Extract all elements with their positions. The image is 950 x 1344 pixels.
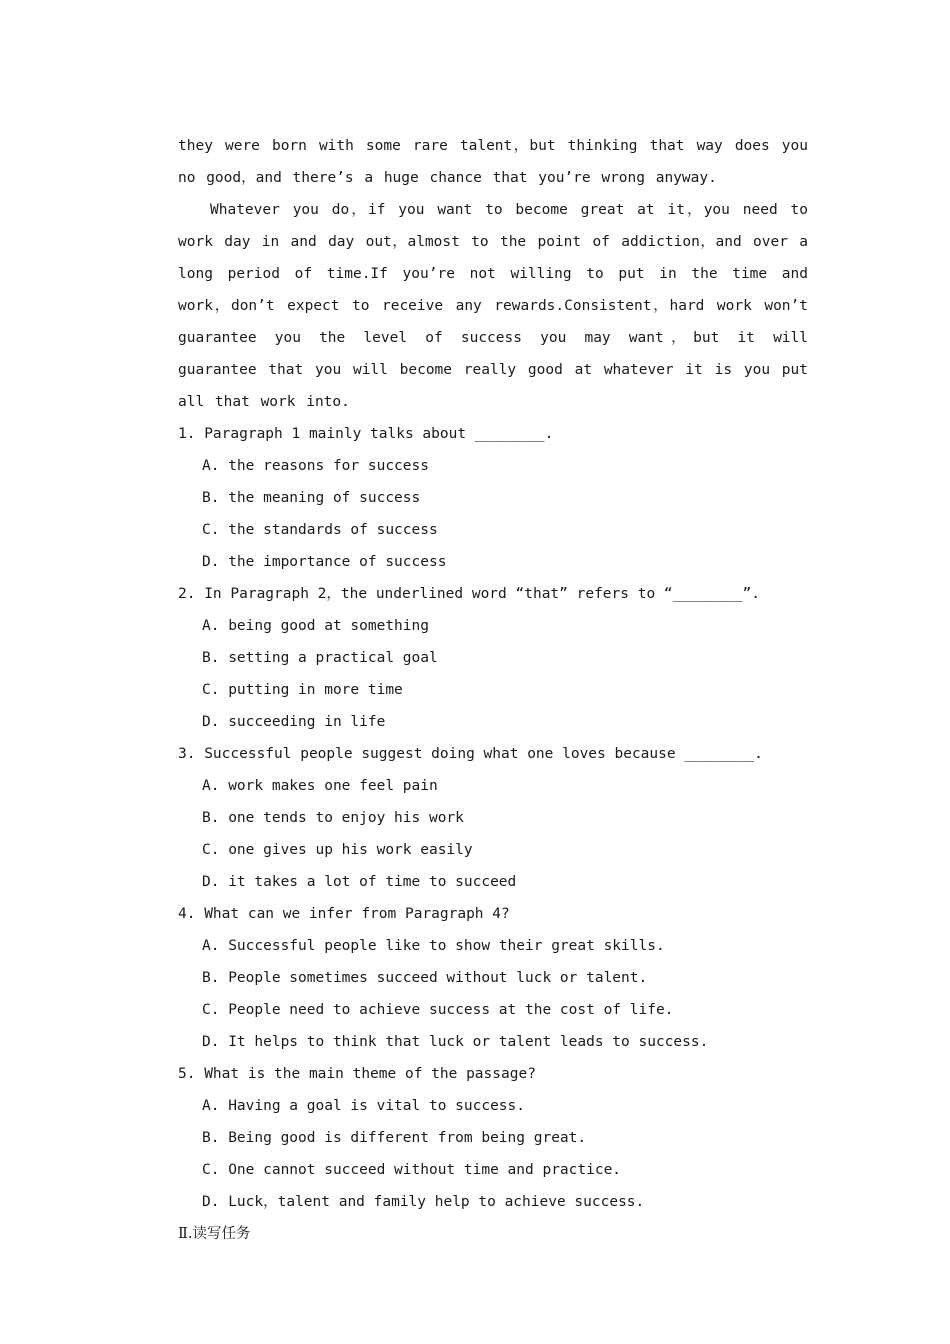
option-c: C. one gives up his work easily bbox=[202, 842, 473, 858]
option-a: A. work makes one feel pain bbox=[202, 778, 438, 794]
option-b: B. Being good is different from being great. bbox=[202, 1130, 587, 1146]
passage-paragraph-2: Whatever you do，if you want to become great at it，you need to work day in and day out，almost to the point of addiction，and over a long period of time.If you’re not willing to put in the time and work，don’t expect to receive any rewards.Consistent，hard work won’t guarantee you the level of success you may want，but it will guarantee that you will become really good at whatever it is you put all that work into. bbox=[178, 202, 808, 410]
question-stem: 3. Successful people suggest doing what one loves because ________. bbox=[178, 746, 763, 762]
option-a: A. Having a goal is vital to success. bbox=[202, 1098, 526, 1114]
question-5 bbox=[178, 1058, 808, 1218]
option-d: D. It helps to think that luck or talent leads to success. bbox=[202, 1034, 709, 1050]
question-2 bbox=[178, 578, 808, 738]
option-c: C. putting in more time bbox=[202, 682, 403, 698]
question-stem: 4. What can we infer from Paragraph 4? bbox=[178, 906, 510, 922]
option-d: D. it takes a lot of time to succeed bbox=[202, 874, 517, 890]
question-4 bbox=[178, 898, 808, 1058]
option-d: D. Luck，talent and family help to achieve success. bbox=[202, 1194, 645, 1210]
option-b: B. one tends to enjoy his work bbox=[202, 810, 464, 826]
question-stem: 2. In Paragraph 2，the underlined word “that” refers to “________”. bbox=[178, 586, 760, 602]
question-stem: 5. What is the main theme of the passage? bbox=[178, 1066, 536, 1082]
option-a: A. Successful people like to show their great skills. bbox=[202, 938, 665, 954]
option-b: B. the meaning of success bbox=[202, 490, 421, 506]
option-c: C. One cannot succeed without time and practice. bbox=[202, 1162, 622, 1178]
option-b: B. setting a practical goal bbox=[202, 650, 438, 666]
question-1 bbox=[178, 418, 808, 578]
option-b: B. People sometimes succeed without luck or talent. bbox=[202, 970, 648, 986]
question-stem: 1. Paragraph 1 mainly talks about ________. bbox=[178, 426, 554, 442]
option-d: D. succeeding in life bbox=[202, 714, 386, 730]
option-d: D. the importance of success bbox=[202, 554, 447, 570]
option-c: C. People need to achieve success at the cost of life. bbox=[202, 1002, 674, 1018]
option-a: A. the reasons for success bbox=[202, 458, 429, 474]
option-c: C. the standards of success bbox=[202, 522, 438, 538]
question-3 bbox=[178, 738, 808, 898]
section-heading: Ⅱ.读写任务 bbox=[178, 1226, 251, 1242]
document-page bbox=[178, 130, 808, 1250]
passage-paragraph-1-continued: they were born with some rare talent，but thinking that way does you no good，and there’s a huge chance that you’re wrong anyway. bbox=[178, 138, 808, 186]
option-a: A. being good at something bbox=[202, 618, 429, 634]
